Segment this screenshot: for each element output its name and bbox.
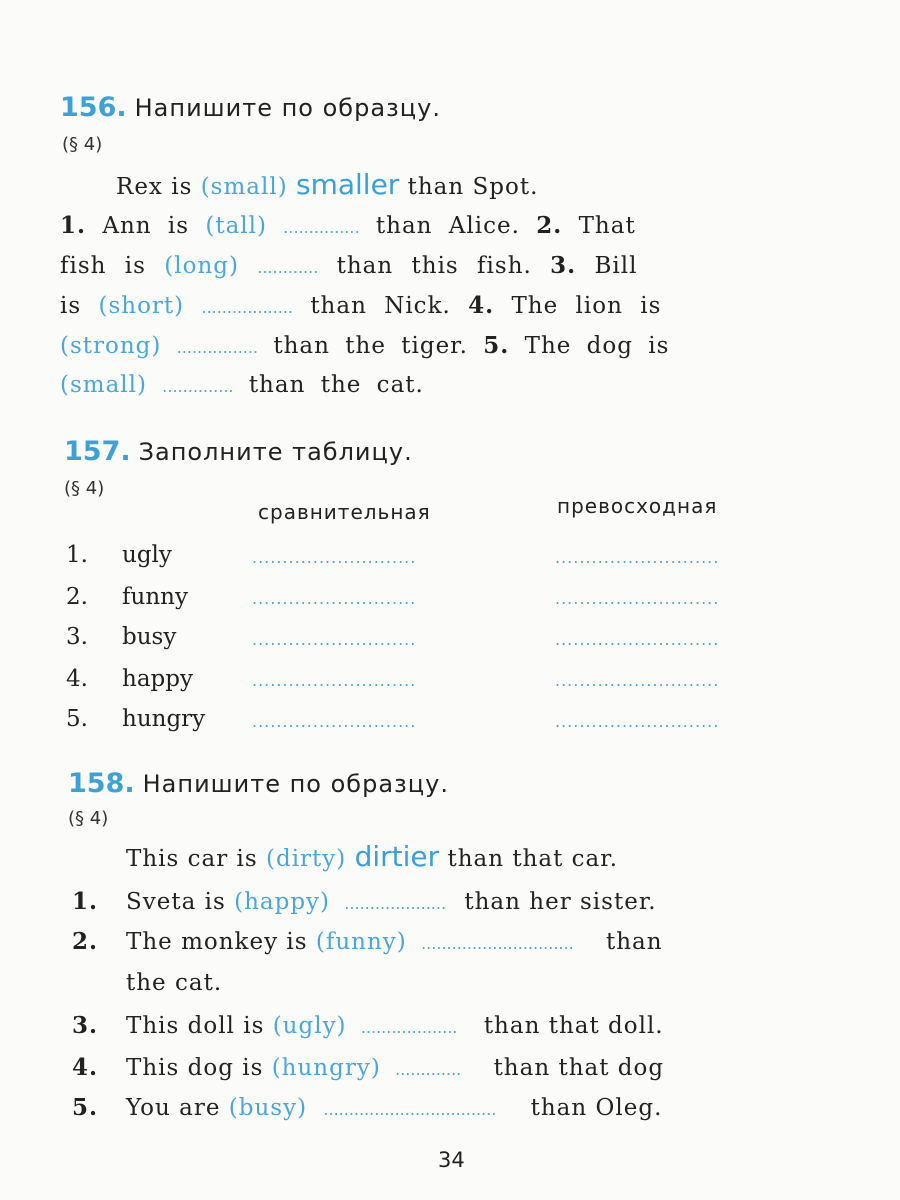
- sentence-text: Ann is: [102, 213, 190, 239]
- row-number: 3.: [66, 624, 88, 650]
- example-line: [116, 168, 538, 201]
- sentence-text: than her sister.: [464, 889, 657, 915]
- item-number: 1.: [60, 212, 87, 239]
- exercise-title: Заполните таблицу.: [138, 438, 413, 466]
- word-hint: (hungry): [271, 1055, 381, 1081]
- sentence-text: than Alice.: [375, 213, 520, 239]
- item-number: 4.: [468, 292, 495, 319]
- answer-blank[interactable]: ..................................: [323, 1100, 497, 1119]
- row-number: 2.: [66, 584, 88, 610]
- comparative-blank[interactable]: ...........................: [252, 630, 417, 649]
- page-number: 34: [438, 1148, 465, 1172]
- item-number: 1.: [72, 888, 99, 915]
- row-number: 5.: [66, 706, 88, 732]
- row-adjective: busy: [122, 624, 177, 650]
- row-adjective: ugly: [122, 542, 172, 568]
- word-hint: (tall): [205, 213, 267, 239]
- row-adjective: hungry: [122, 706, 206, 732]
- ex156-line-1: [60, 212, 636, 239]
- sentence-text: That: [578, 213, 636, 239]
- ex158-line-2: [72, 928, 663, 955]
- answer-blank[interactable]: ...............: [283, 218, 360, 237]
- exercise-title: Напишите по образцу.: [134, 94, 441, 122]
- grammar-reference: (§ 4): [62, 134, 103, 155]
- example-hint: (dirty): [266, 846, 347, 872]
- word-hint: (busy): [228, 1095, 308, 1121]
- grammar-reference: (§ 4): [68, 808, 109, 829]
- sentence-text: The monkey is: [126, 929, 308, 955]
- sentence-text: This dog is: [126, 1055, 264, 1081]
- answer-blank[interactable]: ....................: [344, 894, 447, 913]
- ex158-line-3: [72, 1012, 664, 1039]
- row-number: 4.: [66, 666, 88, 692]
- comparative-blank[interactable]: ...........................: [252, 548, 417, 567]
- sentence-text: than Nick.: [310, 293, 451, 319]
- answer-blank[interactable]: ..............: [162, 377, 234, 396]
- ex158-line-2-cont: [126, 970, 222, 996]
- grammar-reference: (§ 4): [64, 478, 105, 499]
- example-text: This car is: [126, 846, 258, 872]
- table-row: [66, 666, 193, 692]
- sentence-text: This doll is: [126, 1013, 265, 1039]
- word-hint: (short): [98, 293, 185, 319]
- answer-blank[interactable]: ............: [257, 258, 319, 277]
- sentence-text: than Oleg.: [530, 1095, 663, 1121]
- sentence-text: fish is: [60, 253, 146, 279]
- comparative-blank[interactable]: ...........................: [252, 589, 417, 608]
- sentence-text: is: [60, 293, 82, 319]
- row-adjective: funny: [122, 584, 188, 610]
- table-row: [66, 624, 176, 650]
- answer-blank[interactable]: ...................: [360, 1018, 458, 1037]
- superlative-blank[interactable]: ...........................: [555, 589, 720, 608]
- word-hint: (ugly): [272, 1013, 347, 1039]
- answer-blank[interactable]: .............: [395, 1060, 462, 1079]
- table-row: [66, 584, 188, 610]
- comparative-blank[interactable]: ...........................: [252, 712, 417, 731]
- exercise-156-header: [60, 92, 441, 123]
- sentence-text: than the cat.: [248, 372, 424, 398]
- example-text-end: than that car.: [447, 846, 619, 872]
- sentence-text: Bill: [594, 253, 638, 279]
- table-row: [66, 542, 172, 568]
- sentence-text: Sveta is: [126, 889, 226, 915]
- exercise-157-header: [64, 436, 413, 467]
- sentence-text: The lion is: [511, 293, 662, 319]
- item-number: 4.: [72, 1054, 99, 1081]
- answer-blank[interactable]: ................: [176, 338, 259, 357]
- table-row: [66, 706, 205, 732]
- ex156-line-3: [60, 292, 661, 319]
- superlative-blank[interactable]: ...........................: [555, 712, 720, 731]
- example-line: [126, 840, 618, 873]
- ex156-line-2: [60, 252, 637, 279]
- row-number: 1.: [66, 542, 88, 568]
- answer-blank[interactable]: ..............................: [421, 934, 574, 953]
- item-number: 5.: [72, 1094, 99, 1121]
- example-text-end: than Spot.: [407, 174, 539, 200]
- sentence-text: than the tiger.: [273, 333, 468, 359]
- sentence-text: than this fish.: [336, 253, 532, 279]
- exercise-number: 157.: [64, 436, 131, 467]
- item-number: 3.: [72, 1012, 99, 1039]
- ex156-line-5: [60, 372, 424, 398]
- ex158-line-1: [72, 888, 657, 915]
- item-number: 5.: [483, 332, 510, 359]
- sentence-text: You are: [126, 1095, 221, 1121]
- ex158-line-4: [72, 1054, 664, 1081]
- exercise-number: 156.: [60, 92, 127, 123]
- column-header-superlative: превосходная: [557, 494, 718, 518]
- word-hint: (funny): [315, 929, 407, 955]
- sentence-text: than: [605, 929, 663, 955]
- sentence-text: than that dog: [493, 1055, 665, 1081]
- word-hint: (long): [164, 253, 239, 279]
- item-number: 2.: [72, 928, 99, 955]
- sentence-text: The dog is: [524, 333, 670, 359]
- row-adjective: happy: [122, 666, 193, 692]
- word-hint: (happy): [234, 889, 331, 915]
- example-answer: dirtier: [354, 840, 440, 873]
- example-answer: smaller: [295, 168, 400, 201]
- item-number: 3.: [550, 252, 577, 279]
- ex158-line-5: [72, 1094, 662, 1121]
- example-hint: (small): [200, 174, 288, 200]
- column-header-comparative: сравнительная: [258, 500, 431, 524]
- sentence-text: than that doll.: [483, 1013, 664, 1039]
- exercise-title: Напишите по образцу.: [142, 770, 449, 798]
- superlative-blank[interactable]: ...........................: [555, 548, 720, 567]
- example-text: Rex is: [116, 174, 193, 200]
- exercise-number: 158.: [68, 768, 135, 799]
- superlative-blank[interactable]: ...........................: [555, 630, 720, 649]
- item-number: 2.: [536, 212, 563, 239]
- exercise-158-header: [68, 768, 449, 799]
- sentence-text: the cat.: [126, 970, 223, 996]
- word-hint: (small): [60, 372, 147, 398]
- word-hint: (strong): [60, 333, 162, 359]
- ex156-line-4: [60, 332, 669, 359]
- comparative-blank[interactable]: ...........................: [252, 671, 417, 690]
- superlative-blank[interactable]: ...........................: [555, 671, 720, 690]
- answer-blank[interactable]: ..................: [201, 298, 293, 317]
